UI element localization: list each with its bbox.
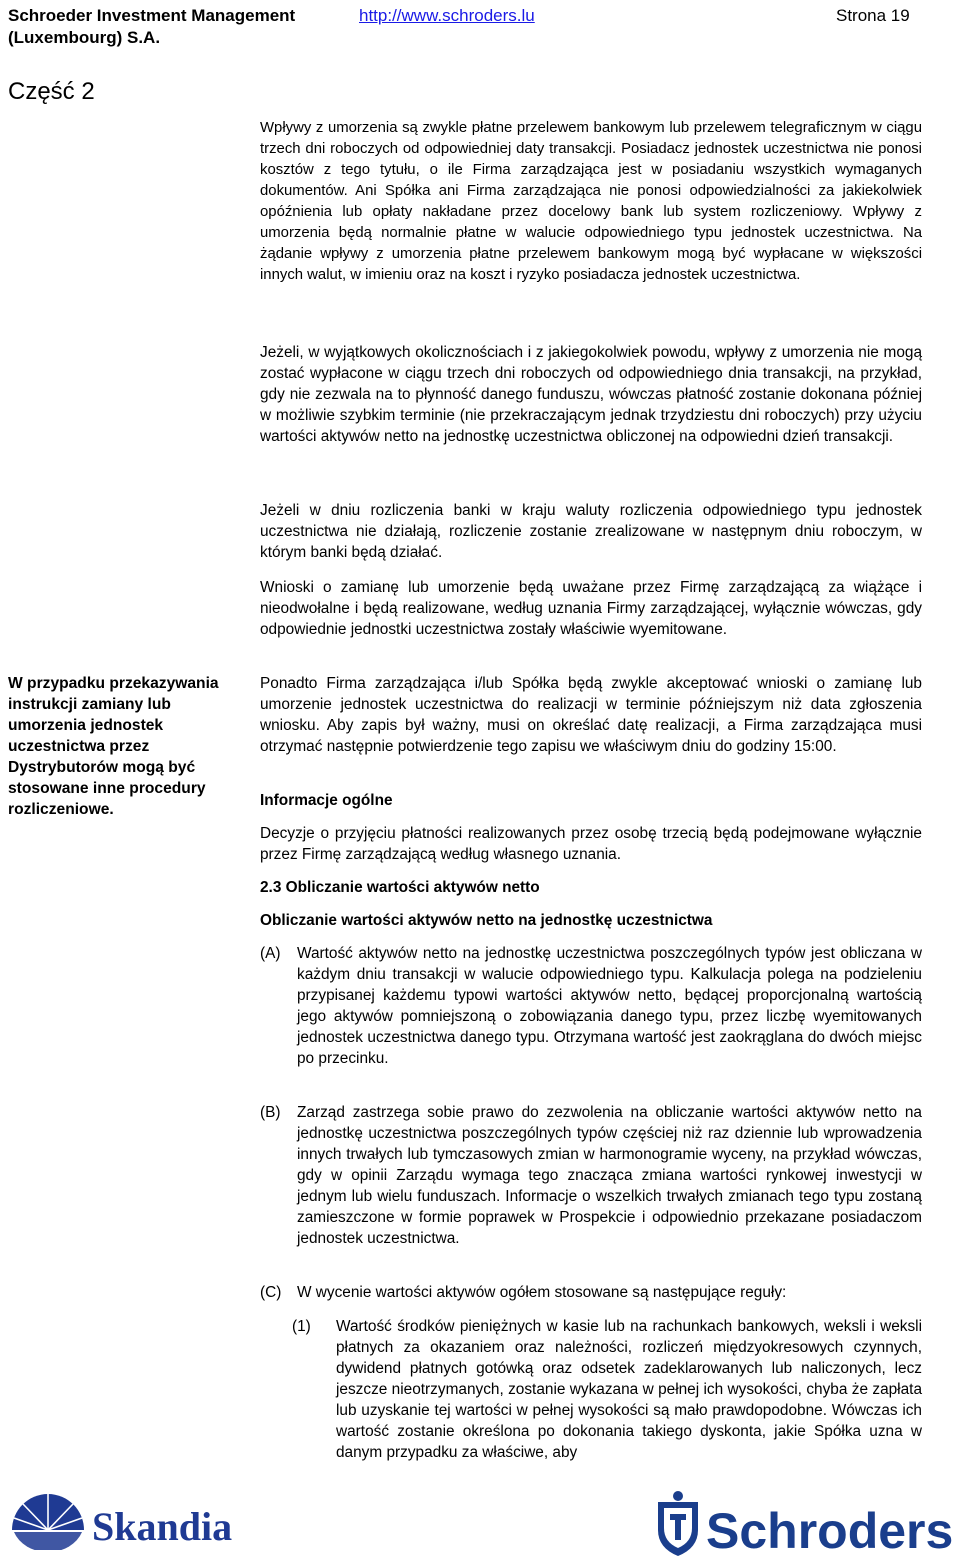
company-line-1: Schroeder Investment Management — [8, 6, 296, 25]
subsection-heading-nav-per-unit: Obliczanie wartości aktywów netto na jednostkę uczestnictwa — [260, 912, 713, 929]
list-item-c: W wycenie wartości aktywów ogółem stosowane są następujące reguły: — [297, 1284, 787, 1301]
header-website-link[interactable]: http://www.schroders.lu — [359, 6, 535, 25]
company-line-2: (Luxembourg) S.A. — [8, 28, 161, 47]
list-marker-b: (B) — [260, 1104, 281, 1121]
list-marker-c: (C) — [260, 1284, 282, 1301]
list-marker-c1: (1) — [292, 1318, 311, 1335]
list-item-c1: Wartość środków pieniężnych w kasie lub na rachunkach bankowych, weksli i weksli płatnych za okazaniem oraz należności, rozliczeń międzyokresowych czynnych, dywidend płatnych gotówką oraz odsetek zadeklarowanych lub naliczonych, lecz jeszcze nieotrzymanych, zostanie wykazana w pełnej ich wysokości, chyba że zapłata lub uzyskanie tej wartości w pełnej wysokości są mało prawdopodobne. Wówczas ich wartość zostanie określona po dokonania takiego dyskonta, jakie Spółka uzna w danym przypadku za właściwe, aby — [336, 1318, 922, 1461]
skandia-logo — [8, 1490, 253, 1550]
paragraph-third-party-payments: Decyzje o przyjęciu płatności realizowanych przez osobę trzecią będą podejmowane wyłącznie przez Firmę zarządzającą według własnego uznania. — [260, 825, 922, 863]
list-marker-a: (A) — [260, 945, 281, 962]
paragraph-binding-requests: Wnioski o zamianę lub umorzenie będą uważane przez Firmę zarządzającą za wiążące i nieodwołalne i będą realizowane, według uznania Firmy zarządzającej, wyłącznie wówczas, gdy odpowiednie jednostki uczestnictwa zostały właściwie wyemitowane. — [260, 579, 922, 638]
sidebar-note: W przypadku przekazywania instrukcji zamiany lub umorzenia jednostek uczestnictwa przez Dystrybutorów mogą być stosowane inne procedury rozliczeniowe. — [8, 675, 219, 818]
paragraph-bank-holidays: Jeżeli w dniu rozliczenia banki w kraju waluty rozliczenia odpowiedniego typu jednostek uczestnictwa nie działają, rozliczenie zostanie zrealizowane w następnym dniu roboczym, w którym banki będą działać. — [260, 502, 922, 561]
crest-icon — [658, 1491, 698, 1556]
section-heading-nav: 2.3 Obliczanie wartości aktywów netto — [260, 879, 540, 896]
paragraph-redemption-payments: Wpływy z umorzenia są zwykle płatne przelewem bankowym lub przelewem telegraficznym w ciągu trzech dni roboczych od odpowiedniej daty transakcji. Posiadacz jednostek uczestnictwa nie ponosi kosztów z tego tytułu, o ile Firma zarządzająca jest w posiadaniu wszystkich wymaganych dokumentów. Ani Spółka ani Firma zarządzająca nie ponosi odpowiedzialności za jakiekolwiek opóźnienia lub opłaty nakładane przez docelowy bank lub system rozliczeniowy. Wpływy z umorzenia będą normalnie płatne w walucie odpowiedniego typu jednostek uczestnictwa. Na żądanie wpływy z umorzenia płatne przelewem bankowym mogą być wypłacane w większości innych walut, w imieniu oraz na koszt i ryzyko posiadacza jednostek uczestnictwa. — [260, 120, 922, 283]
schroders-wordmark: Schroders — [706, 1503, 954, 1559]
list-item-a: Wartość aktywów netto na jednostkę uczestnictwa poszczególnych typów jest obliczana w każdym dniu transakcji w walucie odpowiedniego typu. Kalkulacja polega na podzieleniu przypisanej każdemu typowi wartości aktywów netto, będącej proporcjonalną wartością jego aktywów pomniejszoną o zobowiązania danego typu, przez liczbę wyemitowanych jednostek uczestnictwa danego typu. Otrzymana wartość jest zaokrąglana do dwóch miejsc po przecinku. — [297, 945, 922, 1067]
heading-general-information: Informacje ogólne — [260, 792, 393, 809]
skandia-wordmark: Skandia — [92, 1504, 233, 1549]
page-number: Strona 19 — [836, 6, 910, 25]
paragraph-forward-dated-requests: Ponadto Firma zarządzająca i/lub Spółka będą zwykle akceptować wnioski o zamianę lub umorzenie jednostek uczestnictwa do realizacji w terminie późniejszym niż data zgłoszenia wniosku. Aby zapis był ważny, musi on określać datę realizacji, a Firma zarządzająca musi otrzymać następnie potwierdzenie tego zapisu we właściwym dniu do godziny 15:00. — [260, 675, 922, 755]
part-title: Część 2 — [8, 78, 95, 105]
header-company-name — [8, 5, 295, 49]
list-item-b: Zarząd zastrzega sobie prawo do zezwolenia na obliczanie wartości aktywów netto na jednostkę uczestnictwa poszczególnych typów częściej niż raz dziennie lub wprowadzenia innych trwałych lub tymczasowych zmian w harmonogramie wyceny, na przykład wówczas, gdy w opinii Zarządu wymaga tego znacząca zmiana wartości rynkowej inwestycji w jednym lub wielu funduszach. Informacje o wszelkich trwałych zmianach tego typu zostaną zamieszczone w formie poprawek w Prospekcie i odpowiednio przekazane posiadaczom jednostek uczestnictwa. — [297, 1104, 922, 1247]
paragraph-delayed-payments: Jeżeli, w wyjątkowych okolicznościach i z jakiegokolwiek powodu, wpływy z umorzenia nie mogą zostać wypłacone w ciągu trzech dni roboczych od odpowiedniego dnia transakcji, na przykład, gdy nie zezwala na to płynność danego funduszu, wówczas płatność zostanie dokonana później w możliwie szybkim terminie (nie przekraczającym jednak trzydziestu dni roboczych) przy użyciu wartości aktywów netto na jednostkę uczestnictwa obliczonej na odpowiedni dzień transakcji. — [260, 344, 922, 445]
schroders-logo — [654, 1490, 960, 1560]
umbrella-icon — [12, 1494, 84, 1550]
